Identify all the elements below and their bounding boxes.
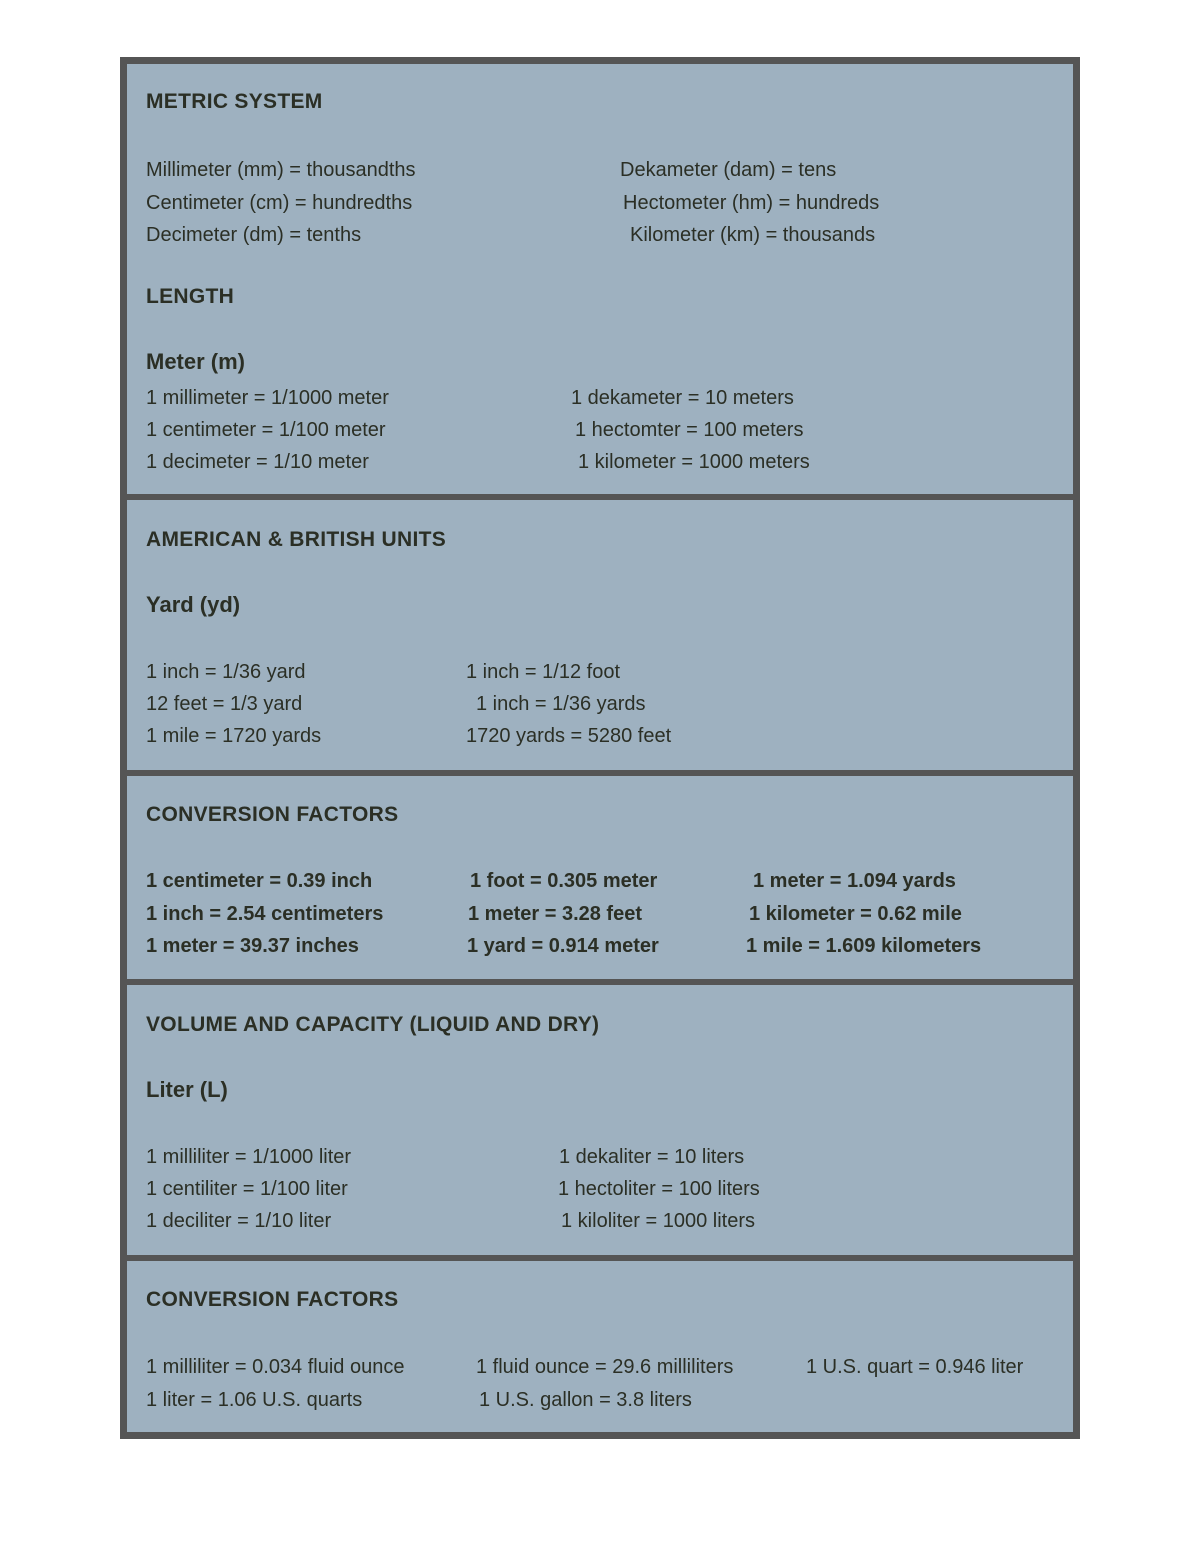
length-heading: LENGTH xyxy=(146,285,235,308)
section-divider xyxy=(127,770,1073,776)
volume-heading: VOLUME AND CAPACITY (LIQUID AND DRY) xyxy=(146,1013,600,1036)
volume-right-1: 1 hectoliter = 100 liters xyxy=(558,1178,760,1200)
metric-heading: METRIC SYSTEM xyxy=(146,90,323,113)
metric-right-2: Kilometer (km) = thousands xyxy=(630,224,876,246)
section-divider xyxy=(127,979,1073,985)
conversion-length-c1-0: 1 centimeter = 0.39 inch xyxy=(146,870,373,892)
american-left-0: 1 inch = 1/36 yard xyxy=(146,661,306,683)
american-right-1: 1 inch = 1/36 yards xyxy=(476,693,646,715)
metric-right-0: Dekameter (dam) = tens xyxy=(620,159,837,181)
length-right-1: 1 hectomter = 100 meters xyxy=(575,419,804,441)
conversion-volume-c1-1: 1 liter = 1.06 U.S. quarts xyxy=(146,1389,363,1411)
volume-left-2: 1 deciliter = 1/10 liter xyxy=(146,1210,332,1232)
metric-left-2: Decimeter (dm) = tenths xyxy=(146,224,362,246)
conversion-length-c2-1: 1 meter = 3.28 feet xyxy=(468,903,642,925)
conversion-length-c2-0: 1 foot = 0.305 meter xyxy=(470,870,658,892)
volume-left-0: 1 milliliter = 1/1000 liter xyxy=(146,1146,352,1168)
conversion-volume-c1-0: 1 milliliter = 0.034 fluid ounce xyxy=(146,1356,405,1378)
conversion-length-c2-2: 1 yard = 0.914 meter xyxy=(467,935,659,957)
american-right-2: 1720 yards = 5280 feet xyxy=(466,725,672,747)
length-right-2: 1 kilometer = 1000 meters xyxy=(578,451,810,473)
conversion-length-c3-1: 1 kilometer = 0.62 mile xyxy=(749,903,962,925)
conversion-length-c1-2: 1 meter = 39.37 inches xyxy=(146,935,359,957)
conversion-volume-c2-0: 1 fluid ounce = 29.6 milliliters xyxy=(476,1356,734,1378)
volume-subheading: Liter (L) xyxy=(146,1077,228,1102)
conversion-volume-c2-1: 1 U.S. gallon = 3.8 liters xyxy=(479,1389,692,1411)
length-left-2: 1 decimeter = 1/10 meter xyxy=(146,451,369,473)
length-right-0: 1 dekameter = 10 meters xyxy=(571,387,794,409)
metric-right-1: Hectometer (hm) = hundreds xyxy=(623,192,880,214)
american-left-1: 12 feet = 1/3 yard xyxy=(146,693,303,715)
length-left-0: 1 millimeter = 1/1000 meter xyxy=(146,387,389,409)
conversion-volume-c3-0: 1 U.S. quart = 0.946 liter xyxy=(806,1356,1024,1378)
metric-left-0: Millimeter (mm) = thousandths xyxy=(146,159,416,181)
conversion-length-c1-1: 1 inch = 2.54 centimeters xyxy=(146,903,384,925)
american-subheading: Yard (yd) xyxy=(146,592,241,617)
length-left-1: 1 centimeter = 1/100 meter xyxy=(146,419,386,441)
metric-left-1: Centimeter (cm) = hundredths xyxy=(146,192,413,214)
conversion-volume-heading: CONVERSION FACTORS xyxy=(146,1288,399,1311)
conversion-chart xyxy=(120,57,1080,1439)
volume-left-1: 1 centiliter = 1/100 liter xyxy=(146,1178,348,1200)
conversion-length-c3-2: 1 mile = 1.609 kilometers xyxy=(746,935,982,957)
volume-right-0: 1 dekaliter = 10 liters xyxy=(559,1146,745,1168)
american-left-2: 1 mile = 1720 yards xyxy=(146,725,322,747)
american-heading: AMERICAN & BRITISH UNITS xyxy=(146,528,447,551)
volume-right-2: 1 kiloliter = 1000 liters xyxy=(561,1210,755,1232)
section-divider xyxy=(127,494,1073,500)
section-divider xyxy=(127,1255,1073,1261)
length-subheading: Meter (m) xyxy=(146,349,246,374)
american-right-0: 1 inch = 1/12 foot xyxy=(466,661,621,683)
conversion-length-c3-0: 1 meter = 1.094 yards xyxy=(753,870,956,892)
conversion-length-heading: CONVERSION FACTORS xyxy=(146,803,399,826)
